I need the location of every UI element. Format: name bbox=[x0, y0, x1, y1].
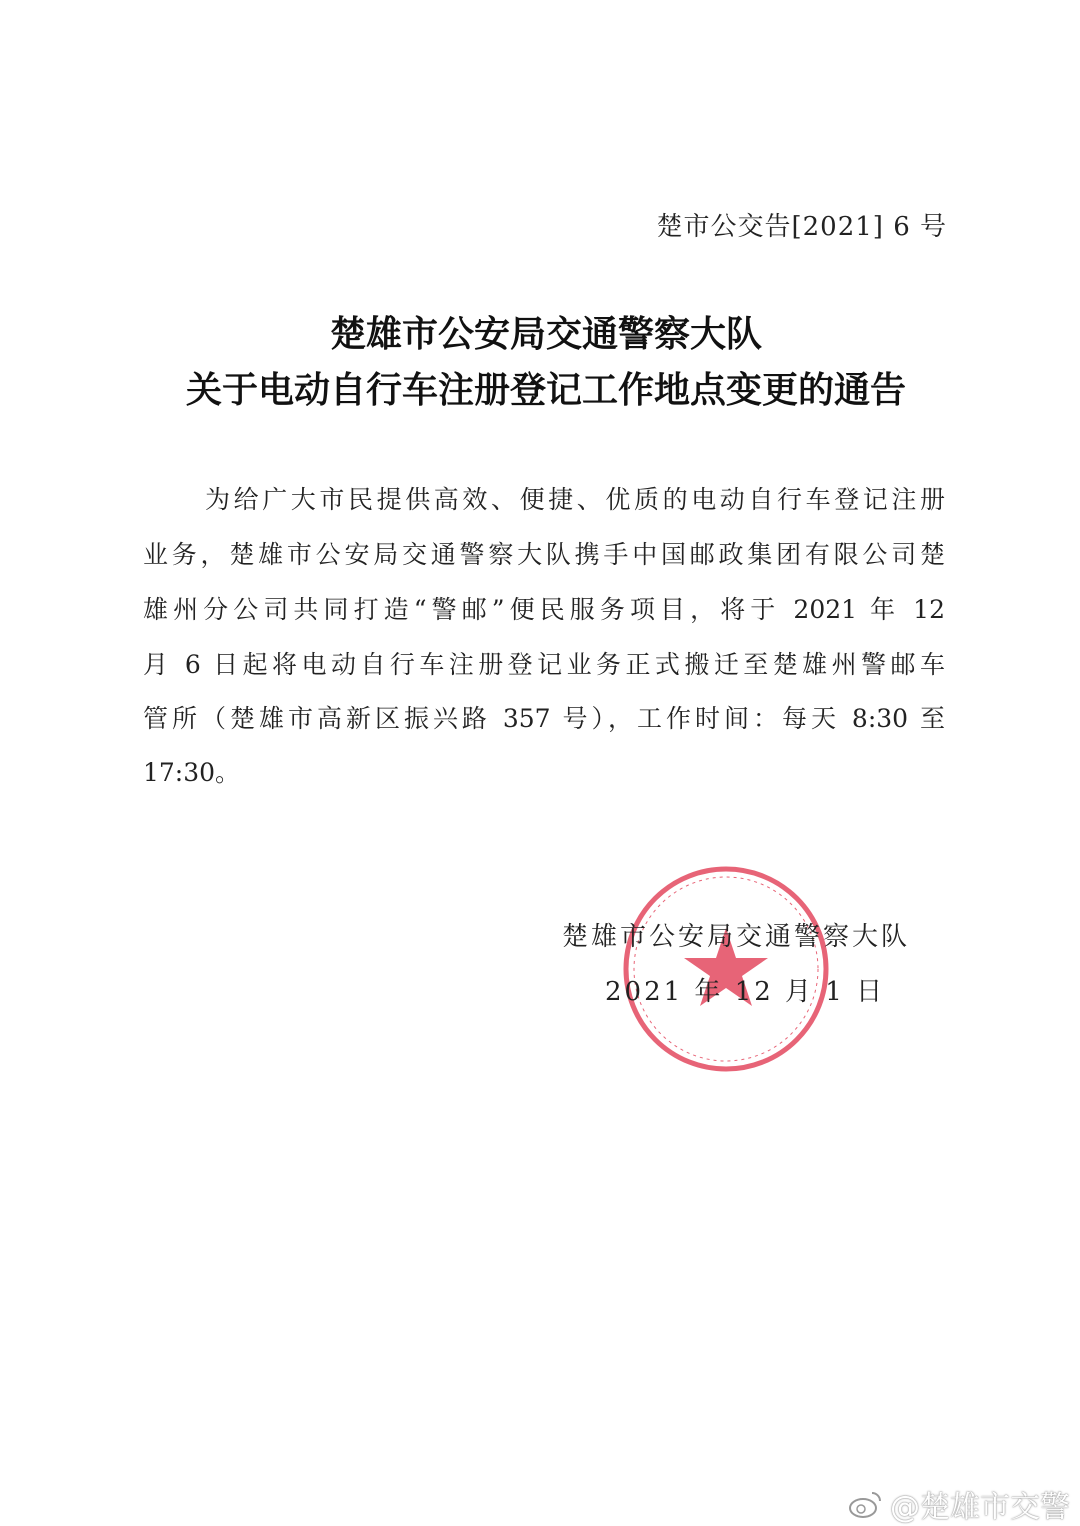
body-line: 为给广大市民提供高效、便捷、优质的电动自行车登记注册 bbox=[205, 485, 945, 514]
signature-org: 楚雄市公安局交通警察大队 bbox=[562, 922, 911, 952]
weibo-icon bbox=[848, 1489, 884, 1519]
body-line: 月 6 日起将电动自行车注册登记业务正式搬迁至楚雄州警邮车 bbox=[143, 650, 945, 679]
title-line-1: 楚雄市公安局交通警察大队 bbox=[329, 313, 762, 355]
watermark-text: @楚雄市交警 bbox=[890, 1490, 1070, 1525]
document-number: 楚市公交告[2021] 6 号 bbox=[656, 212, 947, 242]
body-line: 雄州分公司共同打造“警邮”便民服务项目，将于 2021 年 12 bbox=[143, 595, 945, 624]
signature-date: 2021 年 12 月 1 日 bbox=[605, 977, 886, 1007]
body-line: 管所（楚雄市高新区振兴路 357 号），工作时间：每天 8:30 至 bbox=[143, 704, 945, 733]
body-line: 业务，楚雄市公安局交通警察大队携手中国邮政集团有限公司楚 bbox=[143, 540, 945, 569]
title-line-2: 关于电动自行车注册登记工作地点变更的通告 bbox=[185, 369, 906, 411]
weibo-watermark bbox=[848, 1482, 1070, 1526]
official-seal bbox=[620, 866, 832, 1072]
body-line: 17:30。 bbox=[143, 758, 241, 787]
